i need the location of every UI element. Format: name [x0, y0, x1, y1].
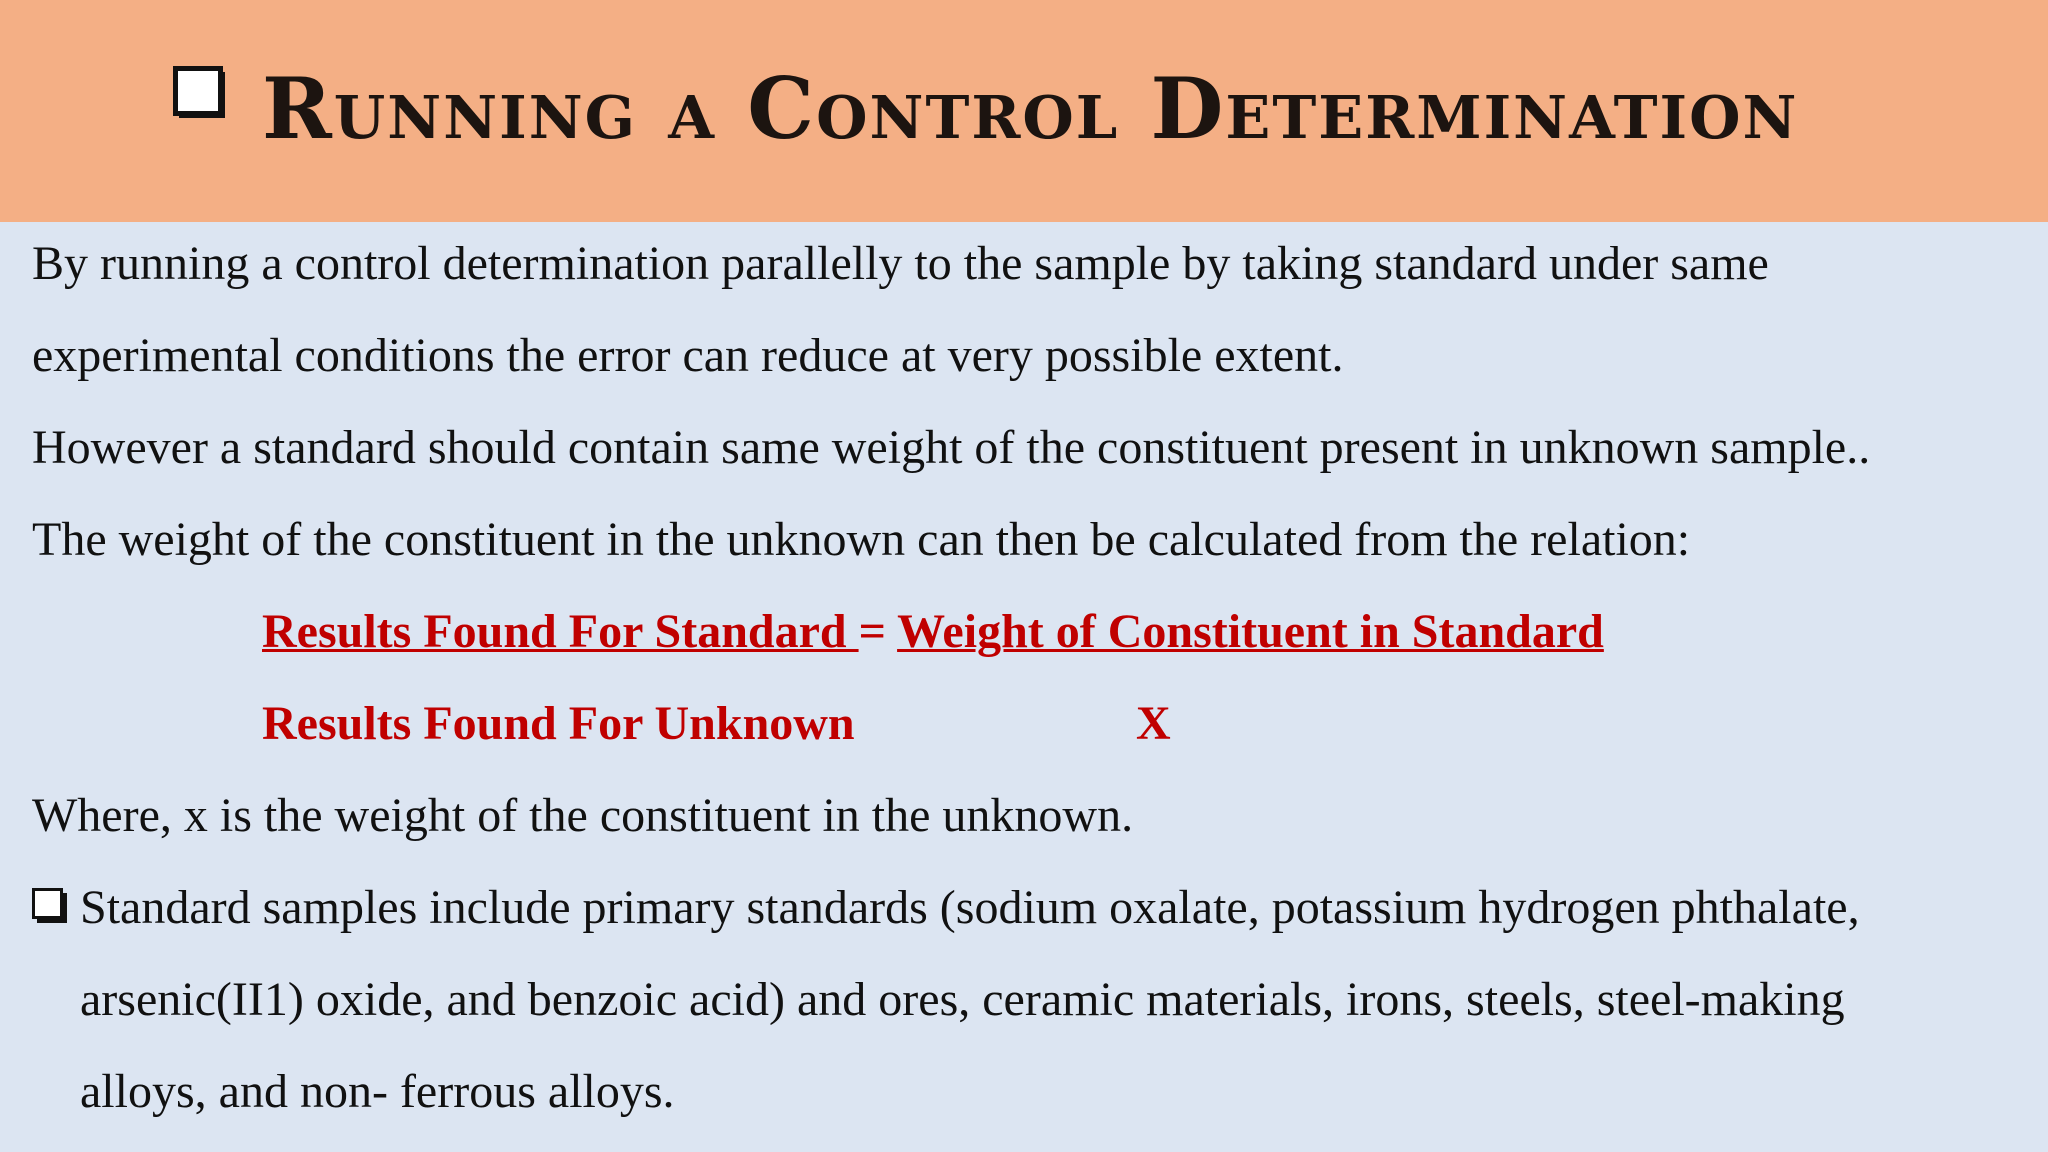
bullet-line-1: Standard samples include primary standards (sodium oxalate, potassium hydrogen phthalate,: [80, 881, 1860, 934]
relation-numerator-row: [262, 604, 1604, 660]
checkbox-bullet-icon: [32, 888, 68, 924]
unknown-x-label: X: [1136, 697, 1171, 750]
bullet-line-3: alloys, and non- ferrous alloys.: [80, 1065, 675, 1118]
weight-standard-label: Weight of Constituent in Standard: [897, 605, 1604, 658]
slide-header: [0, 0, 2048, 222]
paragraph-1-line-2: experimental conditions the error can reduce at very possible extent.: [32, 329, 1344, 382]
slide-title: Running a Control Determination: [262, 59, 1799, 158]
paragraph-2: However a standard should contain same weight of the constituent present in unknown sample..: [32, 421, 1871, 474]
results-standard-label: Results Found For Standard: [262, 605, 859, 658]
paragraph-3: The weight of the constituent in the unknown can then be calculated from the relation:: [32, 513, 1691, 566]
where-explanation: Where, x is the weight of the constituent in the unknown.: [32, 789, 1134, 842]
paragraph-1-line-1: By running a control determination parallelly to the sample by taking standard under same: [32, 237, 1769, 290]
checkbox-bullet-icon: [173, 66, 233, 126]
results-unknown-label: Results Found For Unknown: [262, 697, 855, 750]
equals-sign: =: [858, 605, 886, 658]
slide-body: [0, 222, 2048, 1152]
bullet-line-2: arsenic(II1) oxide, and benzoic acid) and ores, ceramic materials, irons, steels, steel-making: [80, 973, 1845, 1026]
